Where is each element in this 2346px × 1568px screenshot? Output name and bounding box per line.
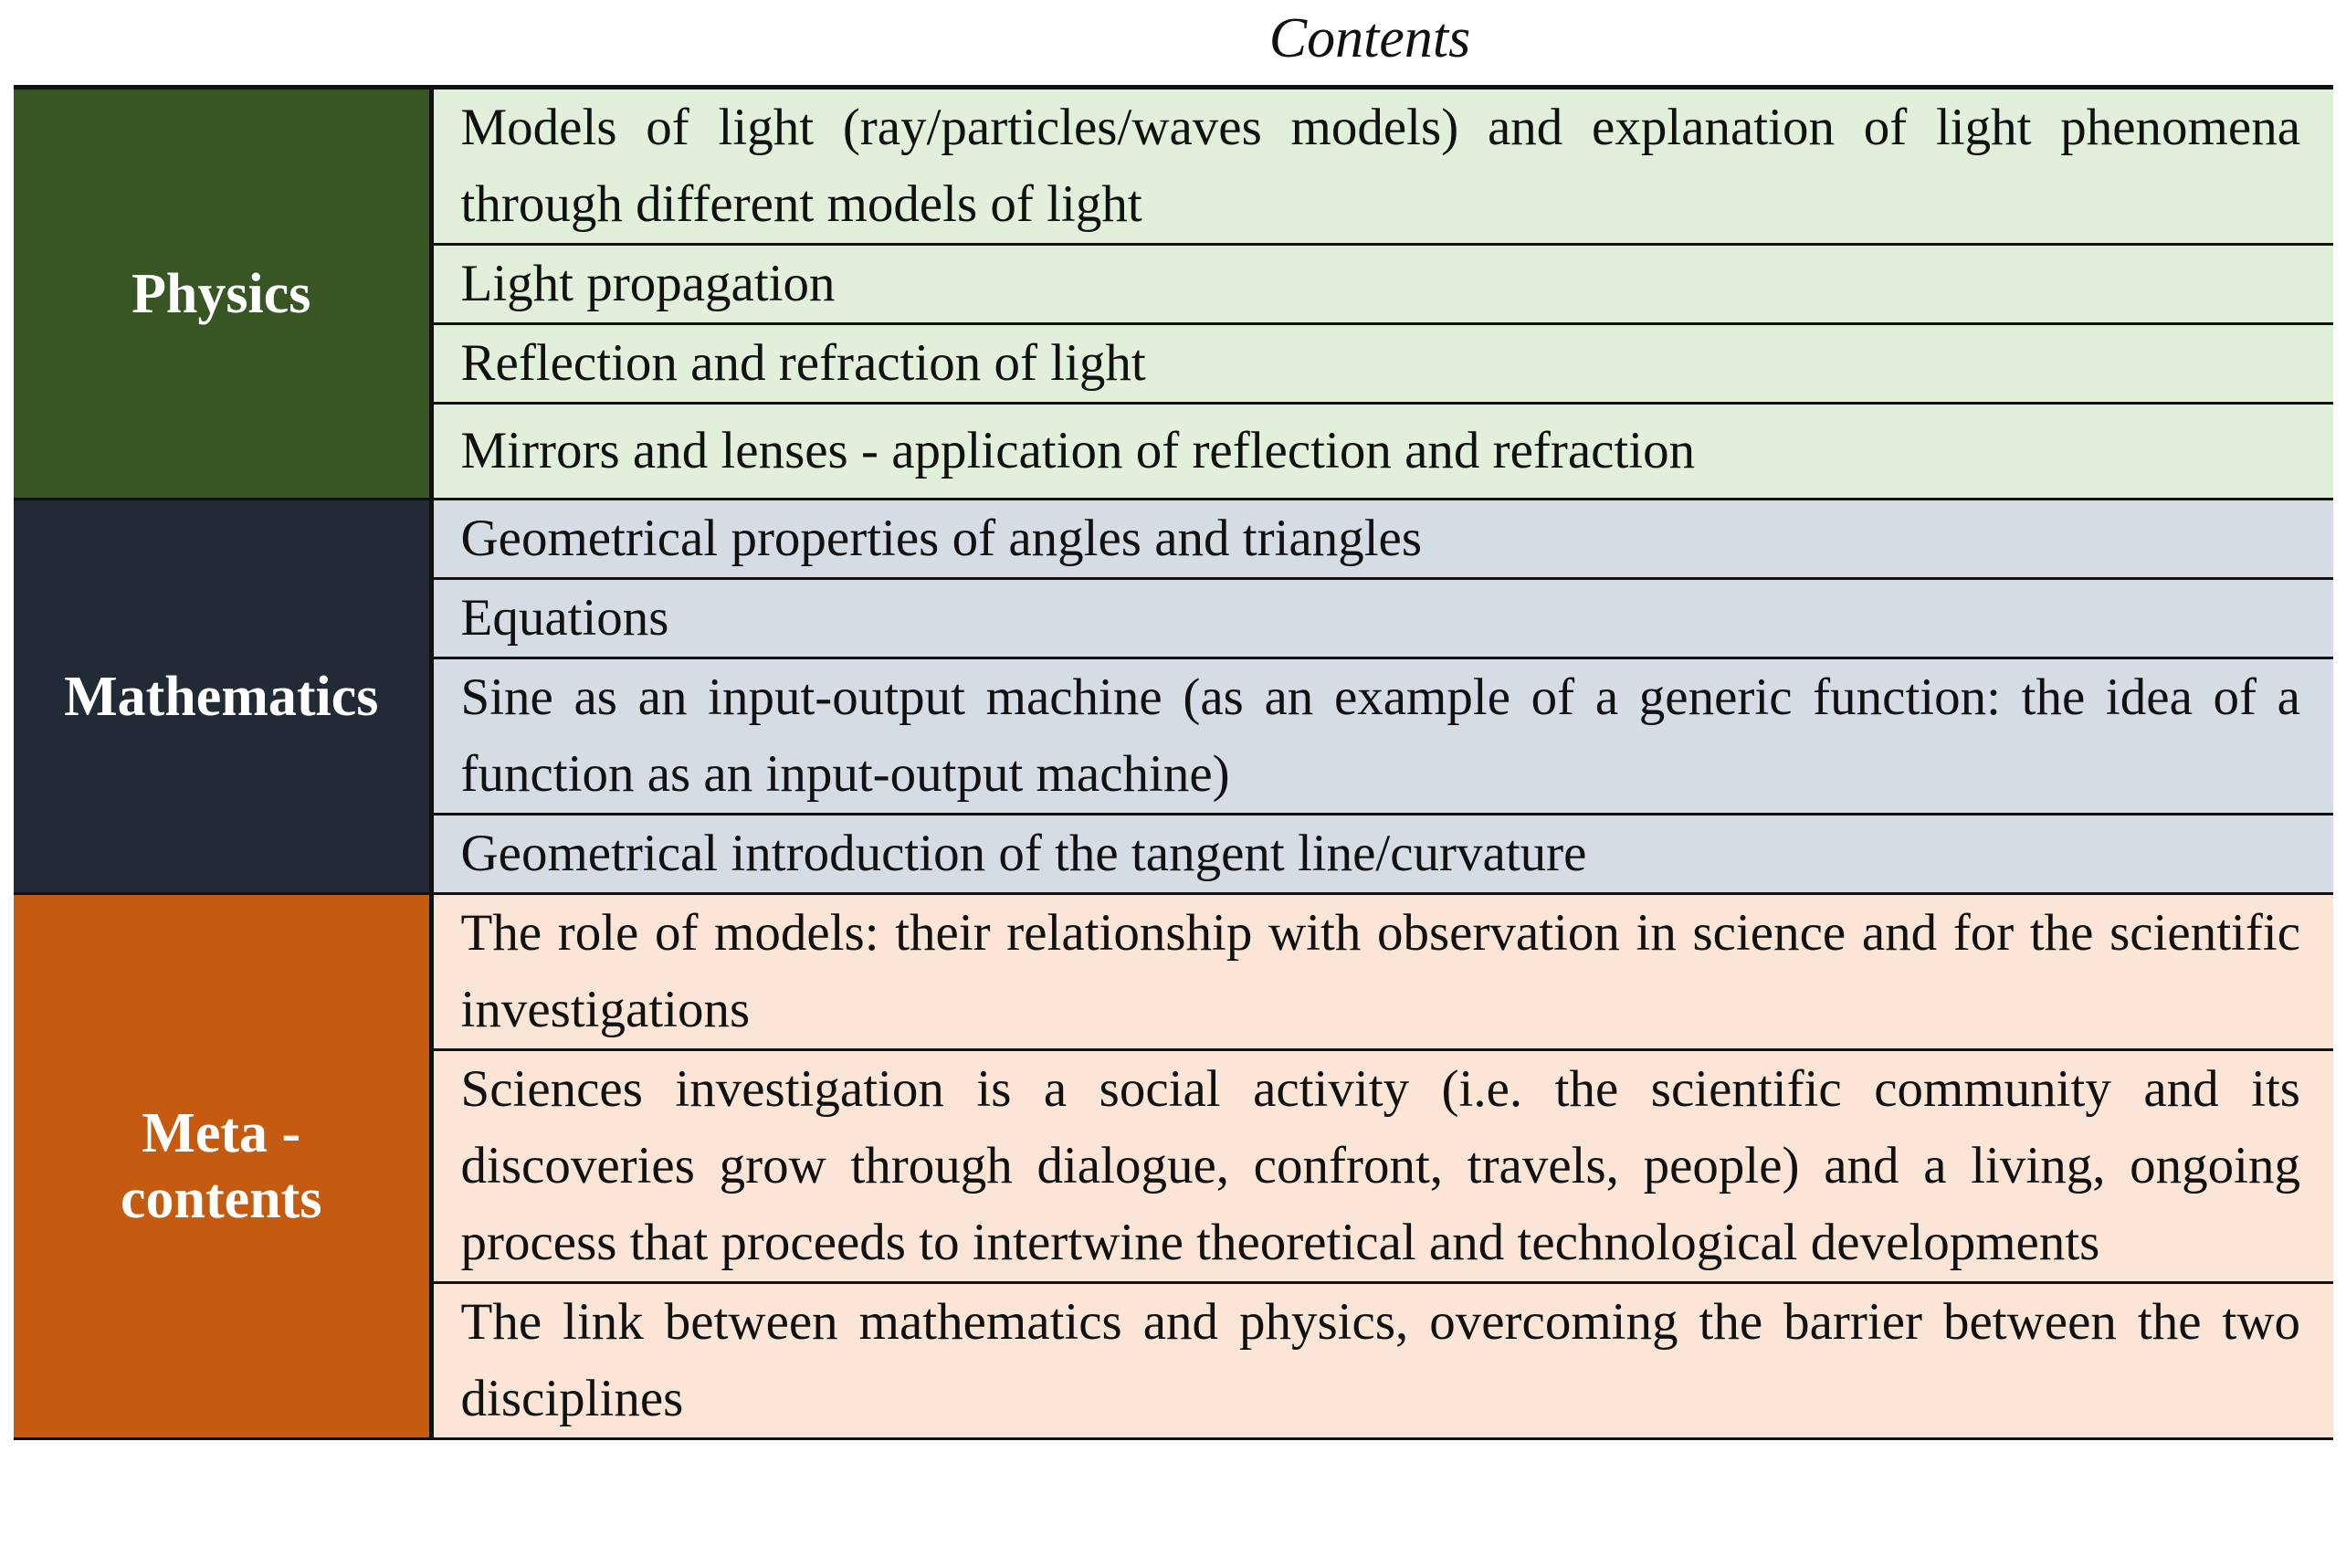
content-item: Mirrors and lenses - application of reflection and refraction	[431, 404, 2333, 500]
content-item: The role of models: their relationship with observation in science and for the scientific investigations	[431, 894, 2333, 1050]
table-row	[14, 88, 2333, 245]
content-item: The link between mathematics and physics, overcoming the barrier between the two disciplines	[431, 1283, 2333, 1439]
category-mathematics: Mathematics	[14, 500, 431, 894]
category-physics: Physics	[14, 88, 431, 500]
content-item: Geometrical introduction of the tangent line/curvature	[431, 815, 2333, 894]
content-item: Reflection and refraction of light	[431, 324, 2333, 404]
contents-table	[14, 85, 2333, 1440]
category-meta-contents	[14, 894, 431, 1439]
content-item: Sine as an input-output machine (as an example of a generic function: the idea of a function as an input-output machine)	[431, 658, 2333, 815]
content-item: Models of light (ray/particles/waves models) and explanation of light phenomena through different models of light	[431, 88, 2333, 245]
category-label: Meta - contents	[121, 1102, 322, 1230]
table-row	[14, 894, 2333, 1050]
table-row	[14, 500, 2333, 579]
content-item: Light propagation	[431, 245, 2333, 324]
content-item: Geometrical properties of angles and triangles	[431, 500, 2333, 579]
content-item: Equations	[431, 579, 2333, 658]
table-caption: Contents	[1268, 7, 1471, 69]
content-item: Sciences investigation is a social activity (i.e. the scientific community and its discoveries grow through dialogue, confront, travels, people) and a living, ongoing process that proceeds to intertwine theoretical and technological developments	[431, 1050, 2333, 1283]
